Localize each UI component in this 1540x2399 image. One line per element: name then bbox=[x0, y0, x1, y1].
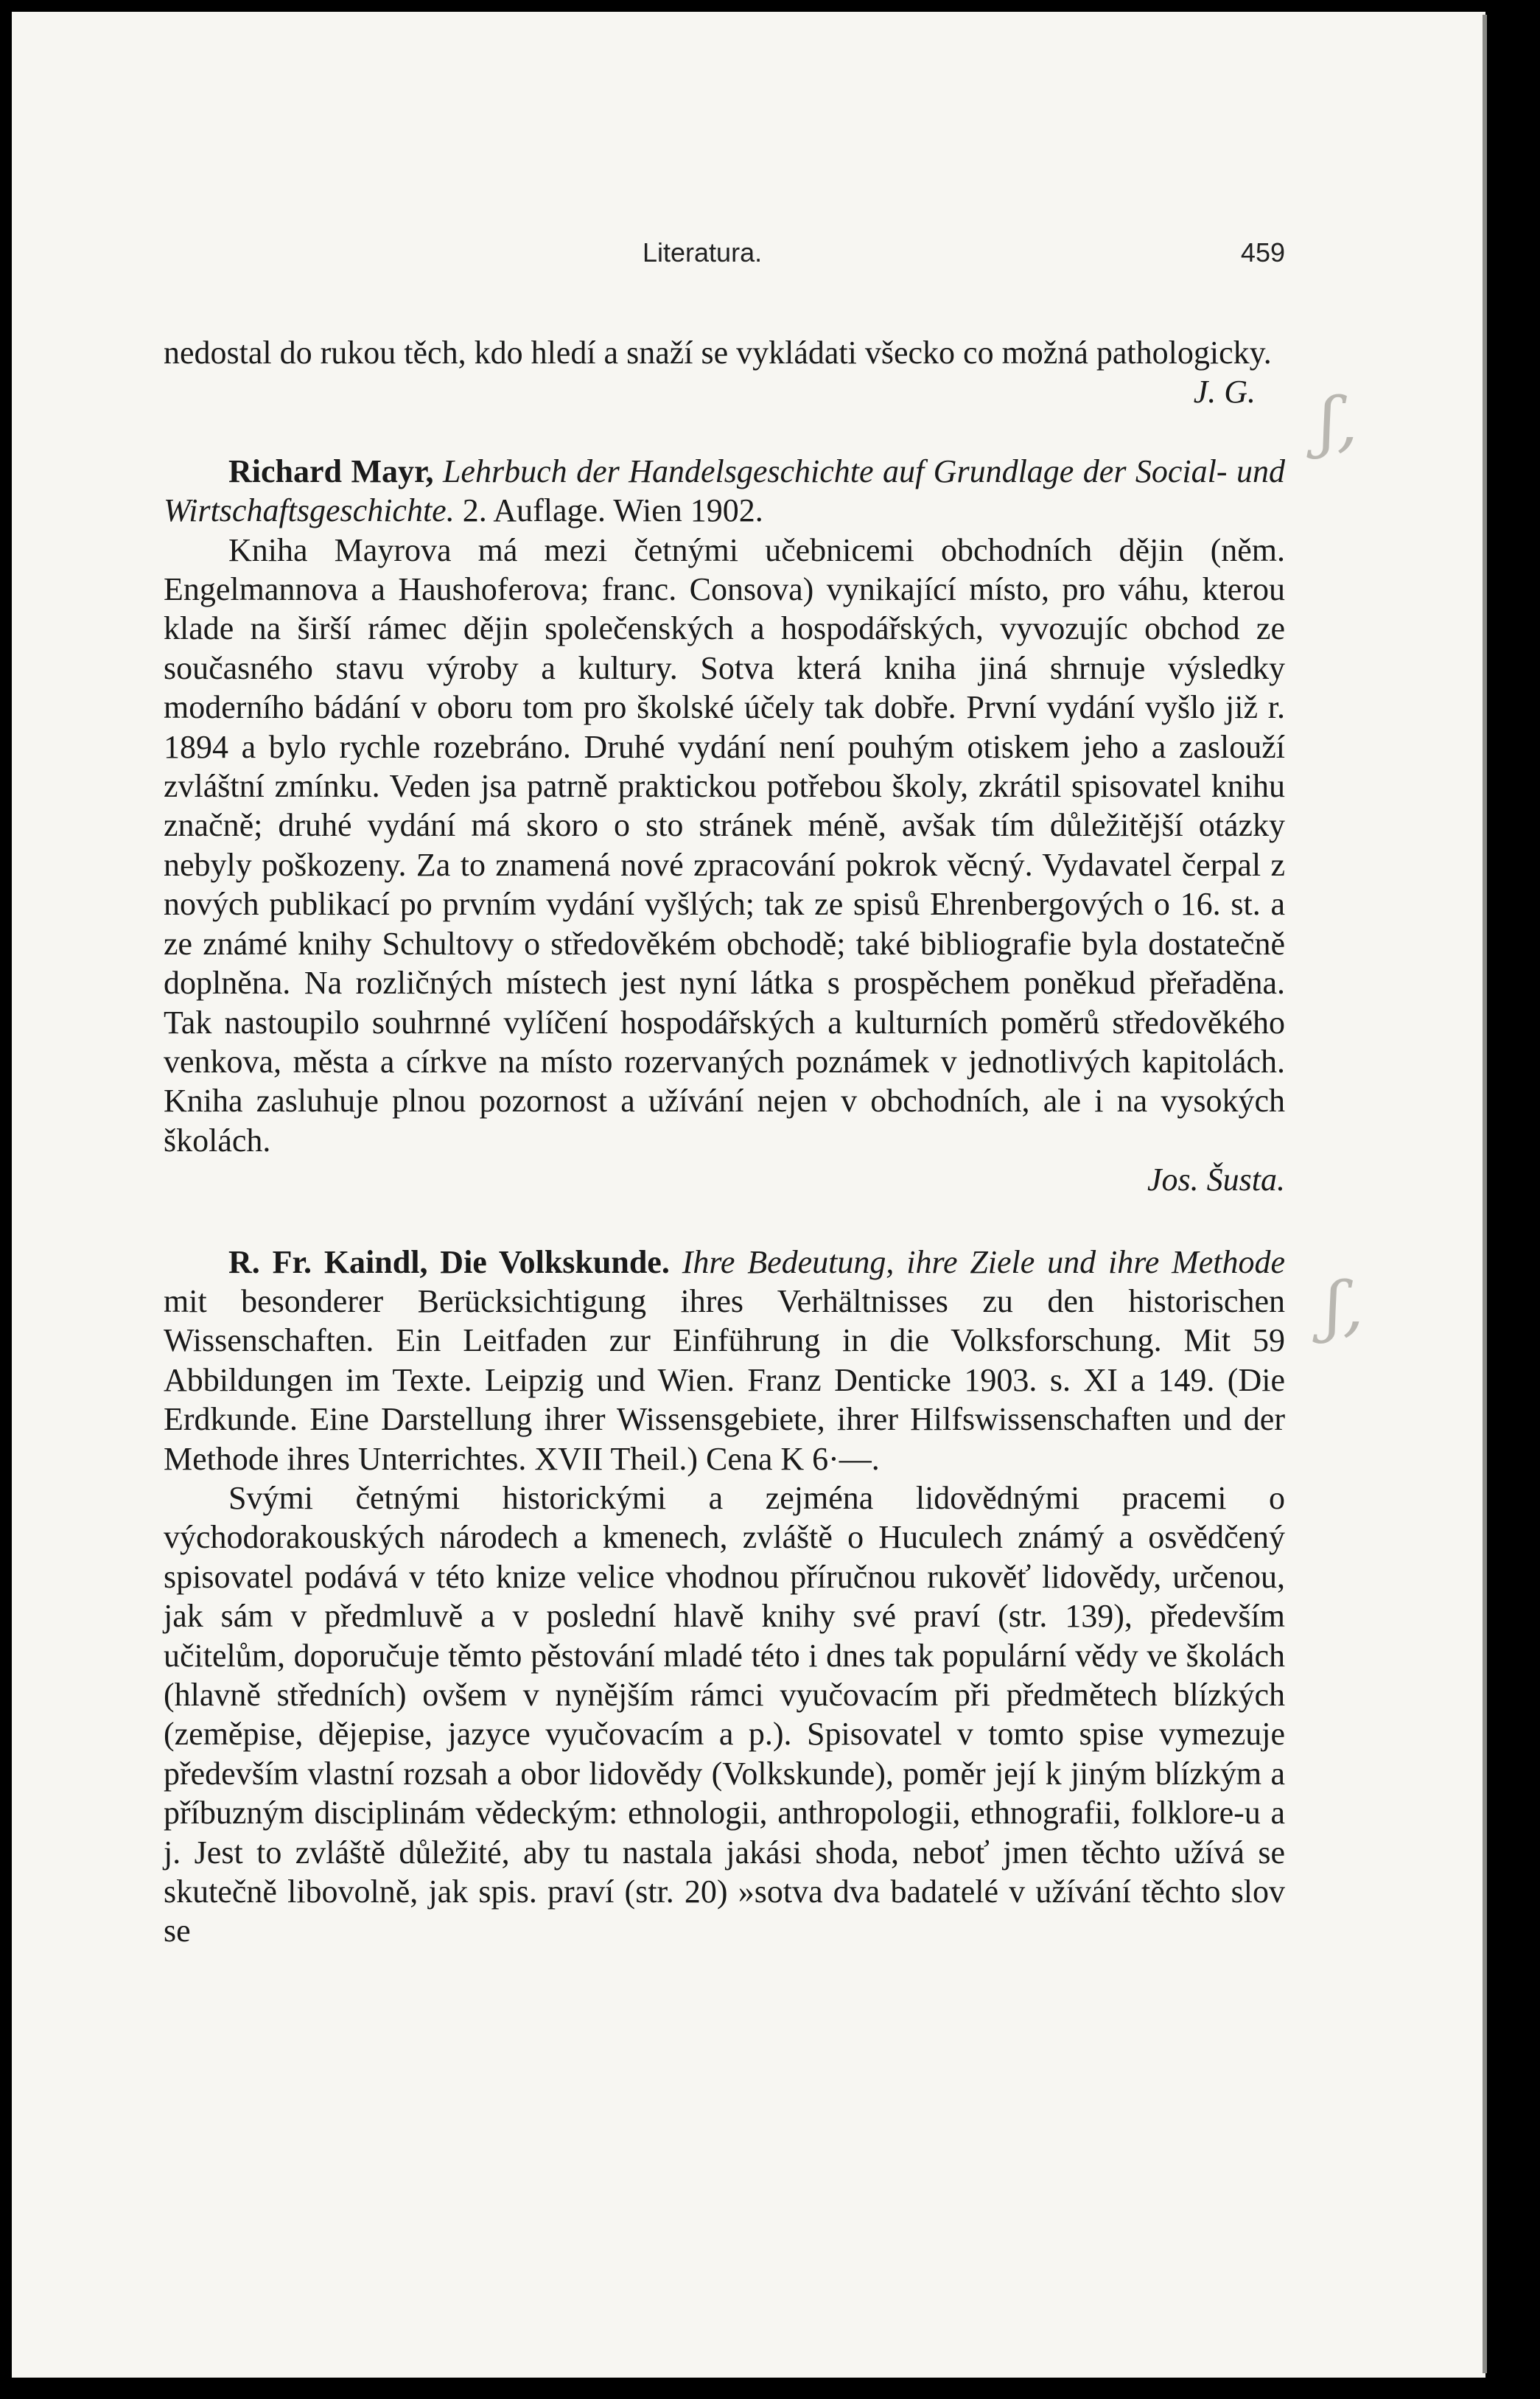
review-kaindl-body: Svými četnými historickými a zejména lidovědnými pracemi o východorakouských národech a kmenech, zvláště o Huculech známý a osvědčený spisovatel podává v této knize velice vhodnou příručnou rukověť lidovědy, určenou, jak sám v předmluvě a v poslední hlavě knihy své praví (str. 139), především učitelům, doporučuje těmto pěstování mladé této i dnes tak populární vědy ve školách (hlavně středních) ovšem v nynějším rámci vyučovacím při předmětech blízkých (zeměpise, dějepise, jazyce vyučovacím a p.). Spisovatel v tomto spise vymezuje především vlastní rozsah a obor lidovědy (Volkskunde), poměr její k jiným blízkým a příbuzným disciplinám vědeckým: ethnologii, anthropologii, ethnografii, folklore-u a j. Jest to zvláště důležité, aby tu nastala jakási shoda, neboť jmen těchto užívá se skutečně libovolně, jak spis. praví (str. 20) »sotva dva badatelé v užívání těchto slov se bbox=[164, 1479, 1285, 1949]
running-header bbox=[164, 237, 1285, 282]
pencil-mark-2: ʃ, bbox=[1325, 1268, 1365, 1345]
page-edge bbox=[1483, 15, 1487, 2373]
review-mayr-author: Richard Mayr, bbox=[228, 453, 434, 489]
intro-signature: J. G. bbox=[1193, 374, 1256, 411]
page-content bbox=[164, 237, 1285, 1951]
review-kaindl-title: Ihre Bedeutung, ihre Ziele und ihre Methode bbox=[682, 1243, 1286, 1280]
running-title: Literatura. bbox=[643, 237, 763, 268]
pencil-mark-1: ʃ, bbox=[1319, 383, 1359, 461]
review-mayr-signature: Jos. Šusta. bbox=[1147, 1162, 1285, 1198]
review-mayr-edition: 2. Auflage. Wien 1902. bbox=[462, 492, 763, 529]
review-kaindl-author: R. Fr. Kaindl, Die Volkskunde. bbox=[228, 1243, 670, 1280]
review-mayr-heading bbox=[164, 452, 1285, 531]
review-mayr-title: Lehrbuch der Handelsgeschichte auf Grundlage der Social- und Wirtschaftsgeschichte. bbox=[164, 453, 1285, 529]
review-kaindl-citation: mit besonderer Berücksichtigung ihres Verhältnisses zu den historischen Wissenschaften. Ein Leitfaden zur Einführung in die Volksforschung. Mit 59 Abbildungen im Texte. Leipzig und Wien. Franz Denticke 1903. s. XI a 149. (Die Erdkunde. Eine Darstellung ihrer Wissensgebiete, ihrer Hilfswissenschaften und der Methode ihres Unterrichtes. XVII Theil.) Cena K 6·—. bbox=[164, 1282, 1285, 1477]
review-mayr-body: Kniha Mayrova má mezi četnými učebnicemi obchodních dějin (něm. Engelmannova a Haushoferova; franc. Consova) vynikající místo, pro váhu, kterou klade na širší rámec dějin společenských a hospodářských, vyvozujíc obchod ze současného stavu výroby a kultury. Sotva která kniha jiná shrnuje výsledky moderního bádání v oboru tom pro školské účely tak dobře. První vydání vyšlo již r. 1894 a bylo rychle rozebráno. Druhé vydání není pouhým otiskem jeho a zaslouží zvláštní zmínku. Veden jsa patrně praktickou potřebou školy, zkrátil spisovatel knihu značně; druhé vydání má skoro o sto stránek méně, avšak tím důležitější otázky nebyly poškozeny. Za to znamená nové zpracování pokrok věcný. Vydavatel čerpal z nových publikací po prvním vydání vyšlých; tak ze spisů Ehrenbergových o 16. st. a ze známé knihy Schultovy o středověkém obchodě; také bibliografie byla dostatečně doplněna. Na rozličných místech jest nyní látka s prospěchem poněkud přeřaděna. Tak nastoupilo souhrnné vylíčení hospodářských a kulturních poměrů středověkého venkova, města a církve na místo rozervaných poznámek v jednotlivých kapitolách. Kniha zasluhuje plnou pozornost a užívání nejen v obchodních, ale i na vysokých školách. bbox=[164, 531, 1285, 1159]
review-kaindl-heading bbox=[164, 1243, 1285, 1478]
intro-paragraph: nedostal do rukou těch, kdo hledí a snaží se vykládati všecko co možná pathologicky. bbox=[164, 335, 1272, 371]
page-number: 459 bbox=[1240, 237, 1285, 268]
